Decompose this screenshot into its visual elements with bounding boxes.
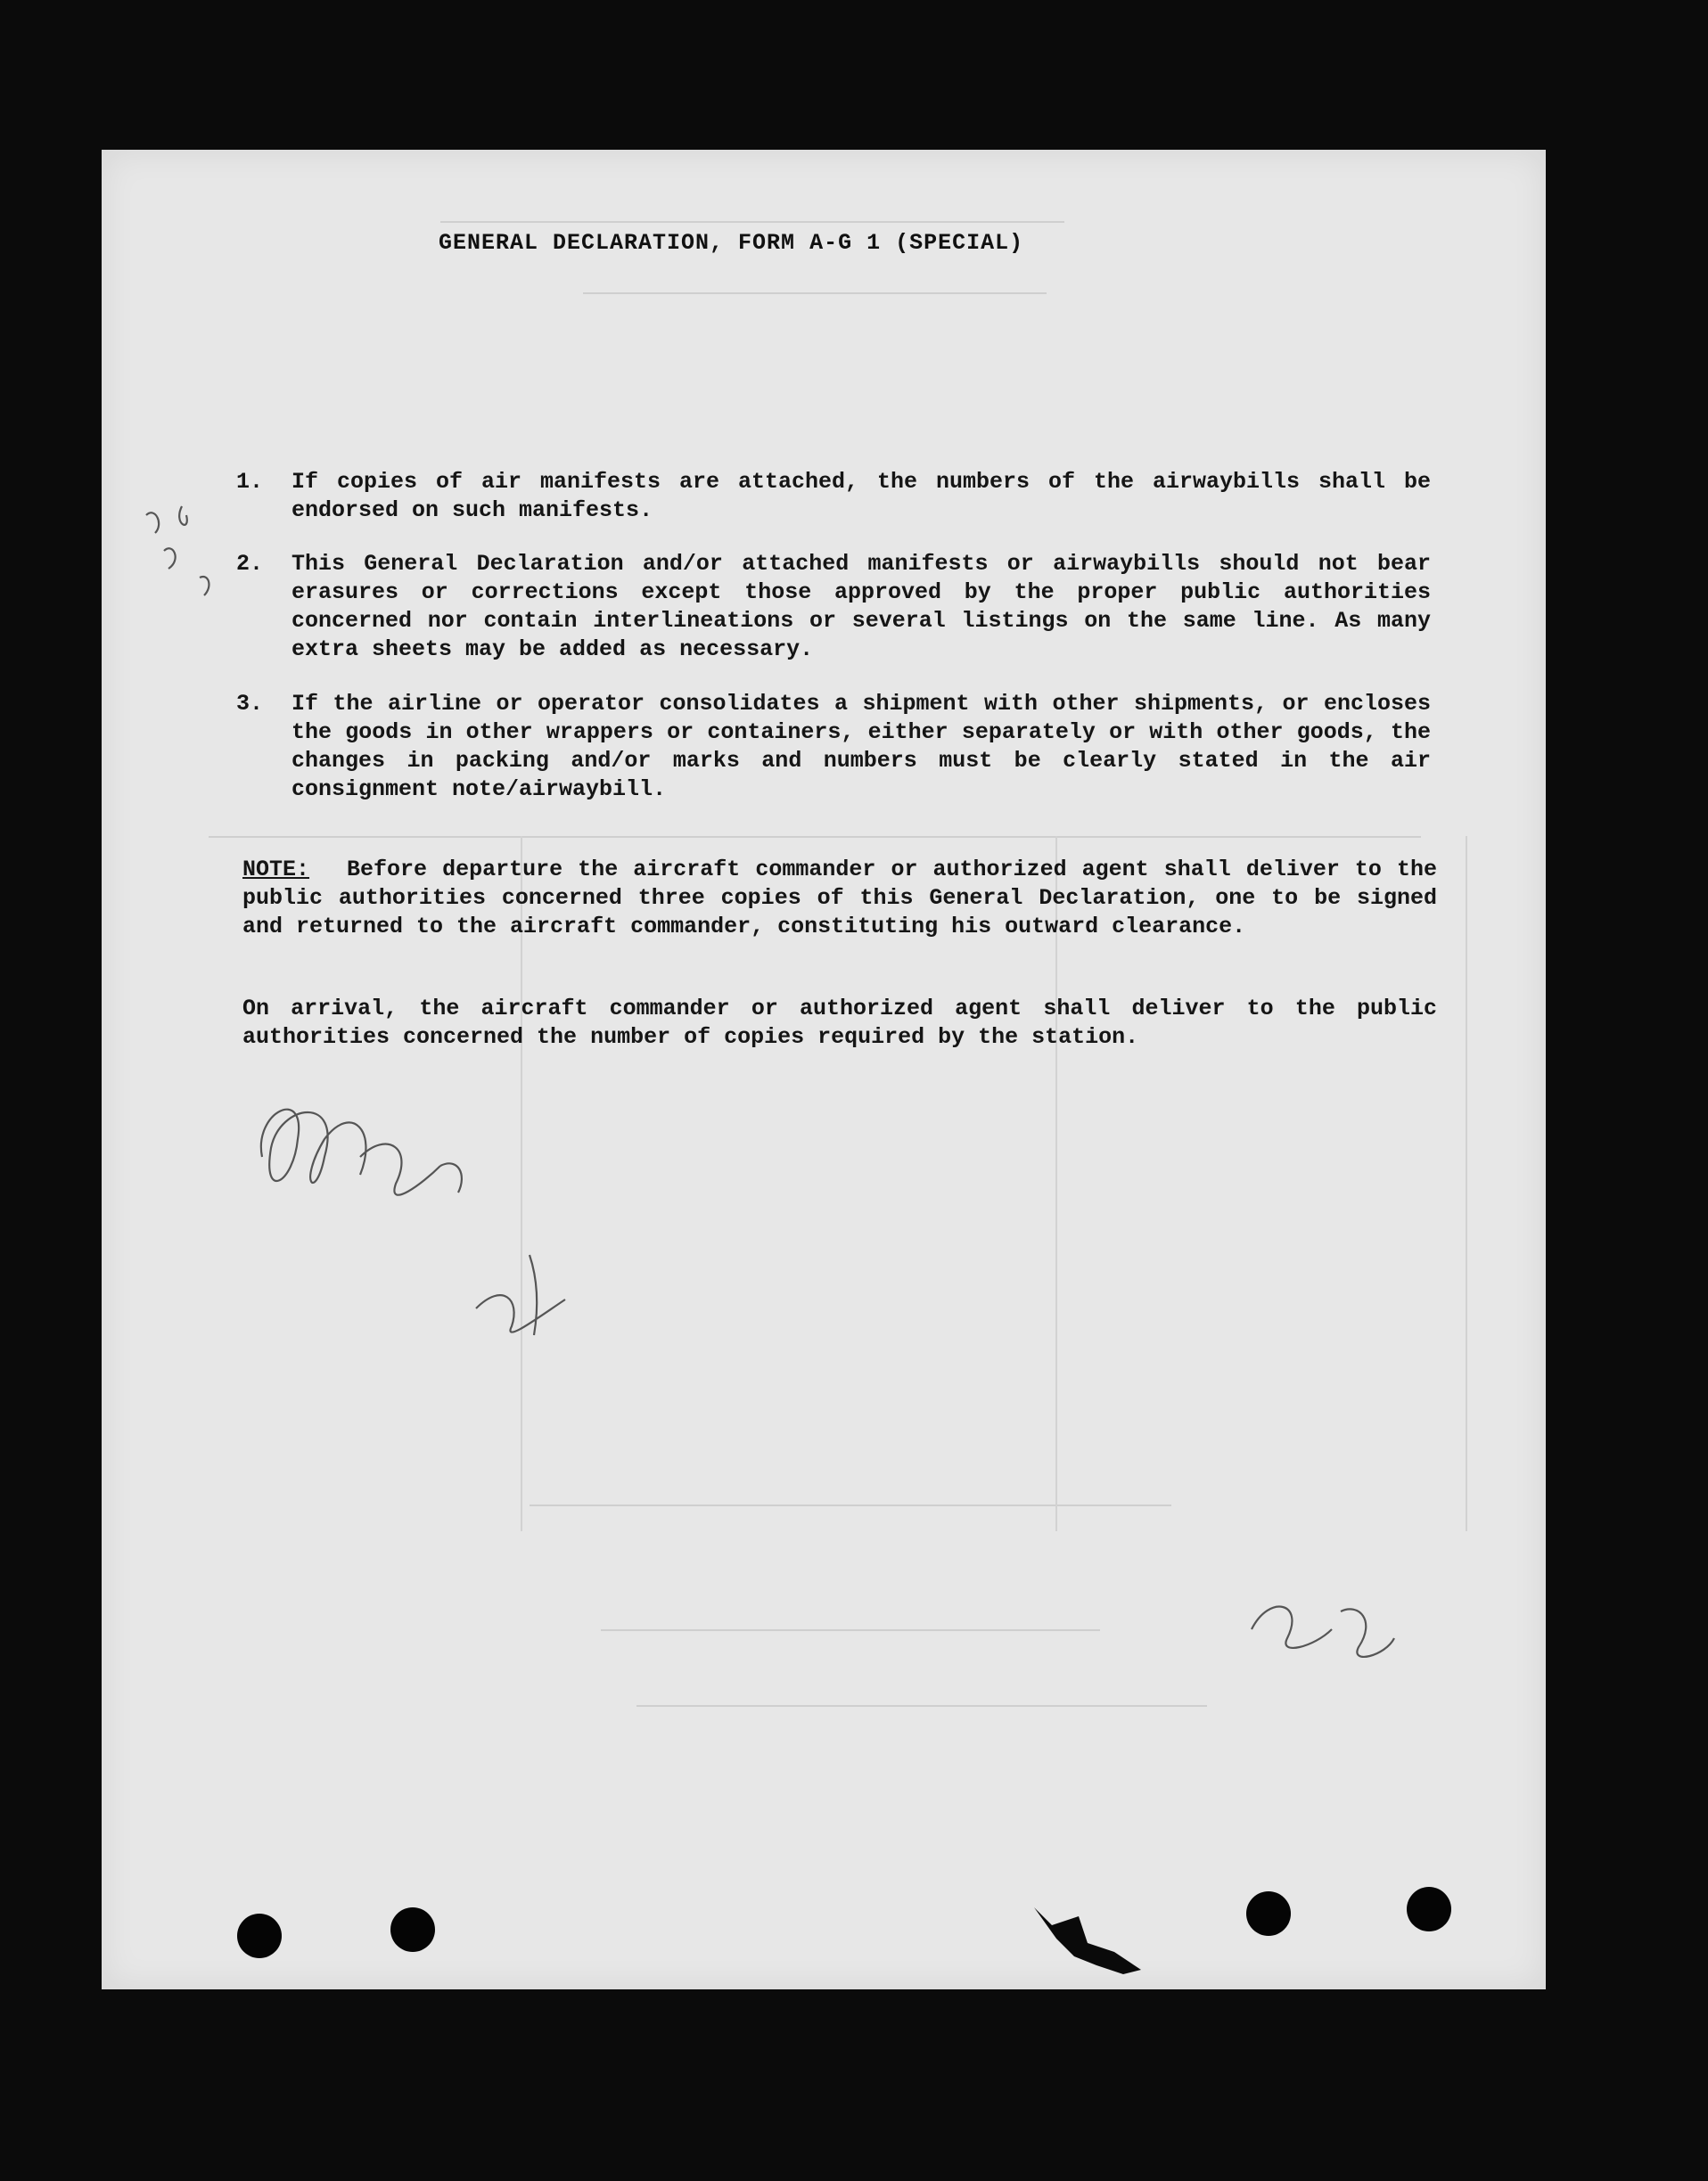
bleed-through-line bbox=[636, 1705, 1207, 1707]
ink-blot bbox=[1025, 1890, 1159, 1979]
bleed-through-line bbox=[440, 221, 1064, 223]
note-text: Before departure the aircraft commander or authorized agent shall deliver to the public authorities concerned three copies of this General Declaration, one to be signed and returned to the aircraft commander, constituting his outward clearance. bbox=[242, 857, 1437, 939]
handwritten-number-mark bbox=[1234, 1576, 1412, 1718]
item-text: If the airline or operator consolidates a shipment with other shipments, or encloses the goods in other wrappers or containers, either separately or with other goods, the changes in packing and/or marks and numbers must be clearly stated in the air consignment note/airwaybill. bbox=[292, 691, 1431, 802]
item-number: 1. bbox=[236, 469, 264, 495]
punch-hole bbox=[1407, 1887, 1451, 1931]
punch-hole bbox=[1246, 1891, 1291, 1936]
item-number: 2. bbox=[236, 551, 264, 577]
punch-hole bbox=[237, 1914, 282, 1958]
bleed-through-rule bbox=[1466, 836, 1467, 1531]
instruction-item-1 bbox=[236, 468, 1431, 525]
item-text: This General Declaration and/or attached manifests or airwaybills should not bear erasures or corrections except those approved by the proper public authorities concerned nor contain interlineations or several listings on the same line. As many extra sheets may be added as necessary. bbox=[292, 551, 1431, 662]
bleed-through-line bbox=[601, 1629, 1100, 1631]
bleed-through-line bbox=[530, 1505, 1171, 1506]
instruction-item-2 bbox=[236, 550, 1431, 664]
note-label: NOTE: bbox=[242, 857, 310, 882]
paper-sheet bbox=[102, 150, 1546, 1989]
item-text: If copies of air manifests are attached, the numbers of the airwaybills shall be endorsed on such manifests. bbox=[292, 469, 1431, 523]
bleed-through-line bbox=[209, 836, 1421, 838]
handwritten-signature-mark bbox=[244, 1077, 619, 1362]
item-number: 3. bbox=[236, 691, 264, 717]
document-title: GENERAL DECLARATION, FORM A-G 1 (SPECIAL) bbox=[439, 230, 1024, 256]
punch-hole bbox=[390, 1907, 435, 1952]
arrival-paragraph: On arrival, the aircraft commander or authorized agent shall deliver to the public authorities concerned the number of copies required by the station. bbox=[242, 996, 1437, 1050]
handwritten-margin-mark bbox=[137, 497, 244, 604]
bleed-through-line bbox=[583, 292, 1047, 294]
note-paragraph bbox=[242, 856, 1437, 941]
instruction-item-3 bbox=[236, 690, 1431, 804]
